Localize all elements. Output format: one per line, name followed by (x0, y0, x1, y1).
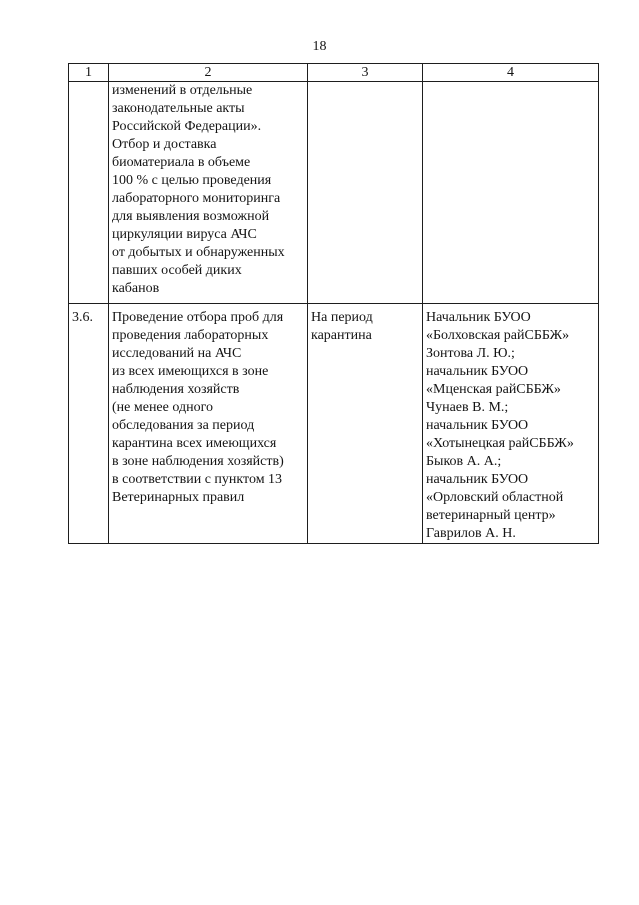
responsible-line: ветеринарный центр» (426, 508, 556, 523)
page-number: 18 (312, 39, 327, 54)
text-line: от добытых и обнаруженных (112, 245, 285, 260)
measure-text-cell (109, 304, 308, 544)
term-line: карантина (311, 328, 372, 343)
row-number-cell (69, 82, 109, 304)
responsible-line: начальник БУОО (426, 364, 529, 379)
responsible-line: «Орловский областной (426, 490, 564, 505)
responsible-line: начальник БУОО (426, 418, 529, 433)
responsible-line: Зонтова Л. Ю.; (426, 346, 515, 361)
text-line: (не менее одного (112, 400, 213, 415)
text-line: кабанов (112, 281, 160, 296)
responsible-line: «Болховская райСББЖ» (426, 328, 570, 343)
text-line: в соответствии с пунктом 13 (112, 472, 283, 487)
text-line: в зоне наблюдения хозяйств) (112, 454, 284, 469)
column-header-3: 3 (308, 64, 423, 82)
text-line: для выявления возможной (112, 209, 270, 224)
text-line: карантина всех имеющихся (112, 436, 277, 451)
table-row (69, 304, 599, 544)
text-line: лабораторного мониторинга (112, 191, 281, 206)
text-line: биоматериала в объеме (112, 155, 251, 170)
table-header-row (69, 64, 599, 82)
column-header-1: 1 (69, 64, 109, 82)
responsible-line: «Хотынецкая райСББЖ» (426, 436, 574, 451)
text-line: проведения лабораторных (112, 328, 269, 343)
responsible-cell (423, 304, 599, 544)
text-line: изменений в отдельные (112, 83, 253, 98)
text-line: 100 % с целью проведения (112, 173, 272, 188)
responsible-line: начальник БУОО (426, 472, 529, 487)
text-line: павших особей диких (112, 263, 242, 278)
text-line: законодательные акты (112, 101, 245, 116)
text-line: исследований на АЧС (112, 346, 242, 361)
term-cell (308, 82, 423, 304)
text-line: Российской Федерации». (112, 119, 262, 134)
text-line: циркуляции вируса АЧС (112, 227, 257, 242)
text-line: обследования за период (112, 418, 255, 433)
text-line: из всех имеющихся в зоне (112, 364, 269, 379)
table-row (69, 82, 599, 304)
responsible-line: Быков А. А.; (426, 454, 502, 469)
term-line: На период (311, 310, 373, 325)
column-header-4: 4 (423, 64, 599, 82)
text-line: Ветеринарных правил (112, 490, 245, 505)
text-line: наблюдения хозяйств (112, 382, 240, 397)
row-number-cell: 3.6. (69, 304, 109, 544)
responsible-line: «Мценская райСББЖ» (426, 382, 561, 397)
responsible-line: Чунаев В. М.; (426, 400, 509, 415)
responsible-line: Начальник БУОО (426, 310, 531, 325)
measure-text-cell (109, 82, 308, 304)
responsible-cell (423, 82, 599, 304)
responsible-line: Гаврилов А. Н. (426, 526, 516, 541)
column-header-2: 2 (109, 64, 308, 82)
text-line: Отбор и доставка (112, 137, 217, 152)
measures-table (68, 63, 599, 544)
text-line: Проведение отбора проб для (112, 310, 284, 325)
term-cell (308, 304, 423, 544)
